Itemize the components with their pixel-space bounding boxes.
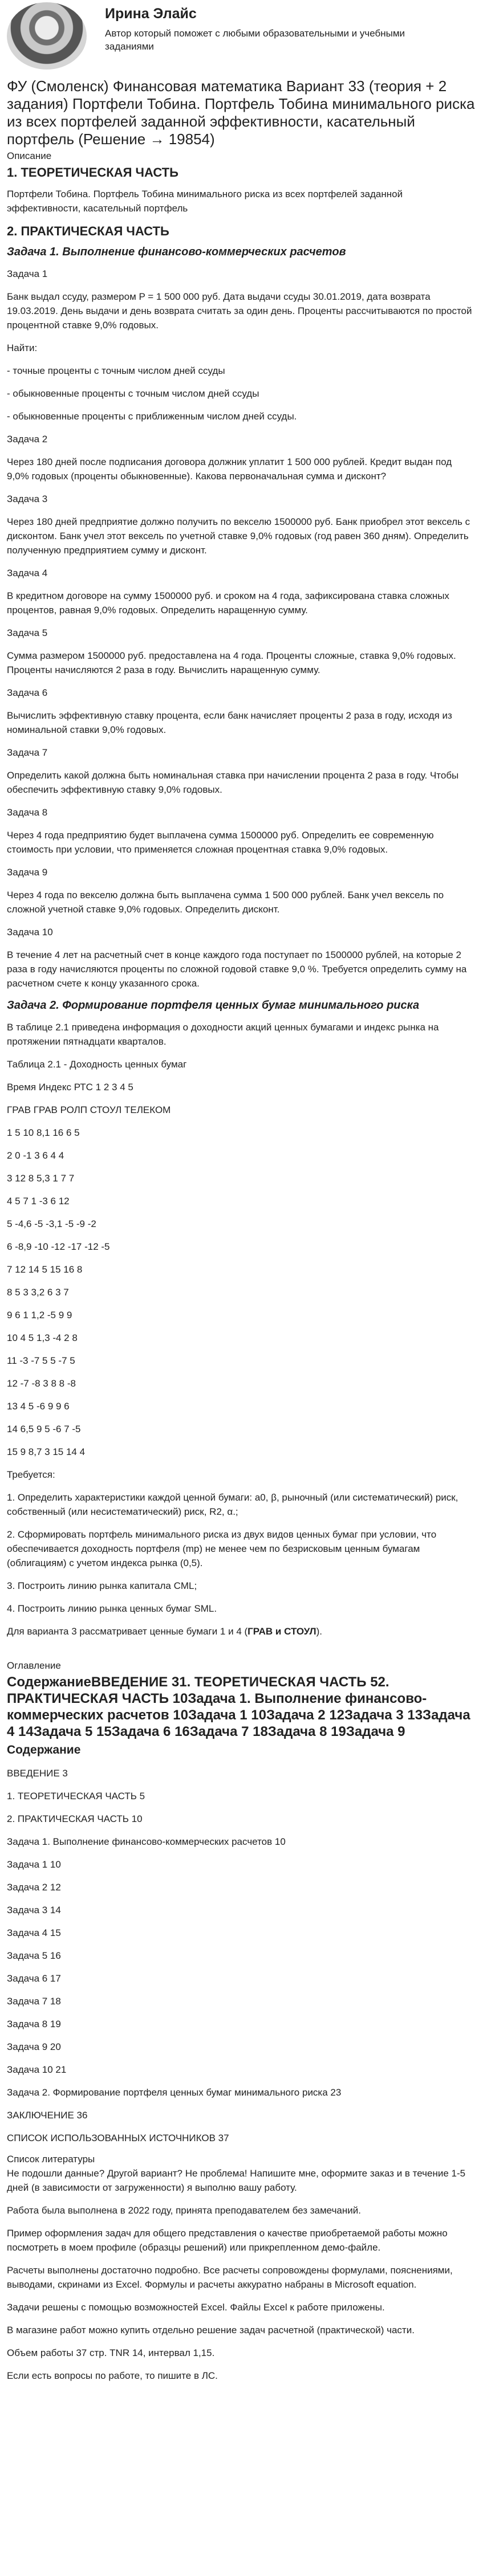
toc-item: 1. ТЕОРЕТИЧЕСКАЯ ЧАСТЬ 5 <box>7 1791 145 1801</box>
table-row: 3 12 8 5,3 1 7 7 <box>7 1173 75 1184</box>
task-title: Задача 2 <box>7 434 48 445</box>
requirements-list <box>7 1490 476 1616</box>
toc-item: 2. ПРАКТИЧЕСКАЯ ЧАСТЬ 10 <box>7 1813 143 1824</box>
task-paragraph: - обыкновенные проценты с точным числом дней ссуды <box>7 388 259 399</box>
literature-label: Список литературы <box>7 2154 95 2165</box>
author-block <box>7 2 476 72</box>
author-name[interactable]: Ирина Элайс <box>105 6 197 22</box>
variant-note <box>7 1624 476 1638</box>
table-row: 4 5 7 1 -3 6 12 <box>7 1196 70 1207</box>
final-paragraph: Задачи решены с помощью возможностей Excel. Файлы Excel к работе приложены. <box>7 2302 385 2313</box>
final-paragraph: Не подошли данные? Другой вариант? Не проблема! Напишите мне, оформите заказ и в течение 1-5 дней (в зависимости от загруженности) я выполню вашу работу. <box>7 2168 466 2193</box>
task-paragraph: - обыкновенные проценты с приближенным числом дней ссуды. <box>7 411 297 422</box>
task-title: Задача 9 <box>7 867 48 878</box>
toc-item: Задача 1 10 <box>7 1859 61 1870</box>
toc-item: ВВЕДЕНИЕ 3 <box>7 1768 68 1779</box>
toc-item: Задача 1. Выполнение финансово-коммерческих расчетов 10 <box>7 1836 286 1847</box>
requirement-item: 3. Построить линию рынка капитала CML; <box>7 1580 197 1591</box>
table-row: 5 -4,6 -5 -3,1 -5 -9 -2 <box>7 1218 96 1229</box>
task-title: Задача 4 <box>7 568 48 578</box>
final-paragraph: Расчеты выполнены достаточно подробно. Все расчеты сопровождены формулами, пояснениями, выводами, скринами из Excel. Формулы и расчеты аккуратно набраны в Microsoft equation. <box>7 2265 453 2290</box>
task-paragraph: Вычислить эффективную ставку процента, если банк начисляет проценты 2 раза в году, исходя из номинальной ставки 9,0% годовых. <box>7 710 452 735</box>
table-row: 6 -8,9 -10 -12 -17 -12 -5 <box>7 1241 110 1252</box>
returns-table-rows <box>7 1126 476 1459</box>
task-paragraph: В кредитном договоре на сумму 1500000 руб. и сроком на 4 года, зафиксирована ставка сложных процентов, равная 9,0% годовых. Определить наращенную сумму. <box>7 590 449 616</box>
task-paragraph: - точные проценты с точным числом дней ссуды <box>7 365 225 376</box>
task-title: Задача 7 <box>7 747 48 758</box>
table-row: 1 5 10 8,1 16 6 5 <box>7 1127 80 1138</box>
task-paragraph: Сумма размером 1500000 руб. предоставлена на 4 года. Проценты сложные, ставка 9,0% годовых. Проценты начисляются 2 раза в году. Вычислить наращенную сумму. <box>7 650 456 675</box>
toc-title: Содержание <box>7 1743 81 1756</box>
final-paragraph: Объем работы 37 стр. TNR 14, интервал 1,15. <box>7 2347 215 2358</box>
final-paragraph: Если есть вопросы по работе, то пишите в ЛС. <box>7 2370 218 2381</box>
task-paragraph: Через 180 дней предприятие должно получить по векселю 1500000 руб. Банк приобрел этот вексель с дисконтом. Банк учел этот вексель по учетной ставке 9,0% годовых (год равен 360 дням). Определить полученную предприятием сумму и дисконт. <box>7 516 470 556</box>
toc-item: Задача 8 19 <box>7 2019 61 2029</box>
task-paragraph: Найти: <box>7 343 38 353</box>
part1-text: Портфели Тобина. Портфель Тобина минимального риска из всех портфелей заданной эффективности, касательный портфель <box>7 189 403 214</box>
task2-intro: В таблице 2.1 приведена информация о доходности акций ценных бумагами и индекс рынка на протяжении пятнадцати кварталов. <box>7 1022 439 1047</box>
toc-item: ЗАКЛЮЧЕНИЕ 36 <box>7 2110 88 2121</box>
toc-item: Задача 2. Формирование портфеля ценных бумаг минимального риска 23 <box>7 2087 342 2098</box>
task-group2-heading: Задача 2. Формирование портфеля ценных бумаг минимального риска <box>7 999 420 1012</box>
task-paragraph: Через 4 года предприятию будет выплачена сумма 1500000 руб. Определить ее современную стоимость при условии, что применяется сложная процентная ставка 9,0% годовых. <box>7 830 434 855</box>
toc-item: Задача 6 17 <box>7 1973 61 1984</box>
table-header-line2: ГРАВ ГРАВ РОЛП СТОУЛ ТЕЛЕКОМ <box>7 1104 171 1115</box>
table-row: 13 4 5 -6 9 9 6 <box>7 1401 70 1412</box>
table-row: 2 0 -1 3 6 4 4 <box>7 1150 64 1161</box>
toc-item: Задача 10 21 <box>7 2064 67 2075</box>
toc-item: СПИСОК ИСПОЛЬЗОВАННЫХ ИСТОЧНИКОВ 37 <box>7 2133 229 2143</box>
final-paragraph: Пример оформления задач для общего представления о качестве приобретаемой работы можно посмотреть в моем профиле (образцы решений) или прикрепленном демо-файле. <box>7 2228 448 2253</box>
toc-list <box>7 1766 476 2145</box>
task-paragraph: Через 180 дней после подписания договора должник уплатит 1 500 000 рублей. Кредит выдан под 9,0% годовых (проценты обыкновенные). Какова первоначальная сумма и дисконт? <box>7 456 452 482</box>
table-caption: Таблица 2.1 - Доходность ценных бумаг <box>7 1059 187 1070</box>
task-title: Задача 5 <box>7 627 48 638</box>
toc-item: Задача 3 14 <box>7 1905 61 1915</box>
table-row: 15 9 8,7 3 15 14 4 <box>7 1446 86 1457</box>
table-row: 8 5 3 3,2 6 3 7 <box>7 1287 69 1298</box>
requirement-item: 1. Определить характеристики каждой ценной бумаги: a0, β, рыночный (или систематический) риск, собственный (или несистематический) риск, R2, α.; <box>7 1492 458 1517</box>
tasks-list <box>7 267 476 991</box>
description-label: Описание <box>7 150 52 161</box>
task-group1-heading: Задача 1. Выполнение финансово-коммерческих расчетов <box>7 246 346 258</box>
task-title: Задача 6 <box>7 687 48 698</box>
task-paragraph: Банк выдал ссуду, размером P = 1 500 000 руб. Дата выдачи ссуды 30.01.2019, дата возврата 19.03.2019. День выдачи и день возврата считать за один день. Проценты рассчитываются по простой процентной ставке 9,0% годовых. <box>7 291 472 331</box>
task-title: Задача 8 <box>7 807 48 818</box>
task-paragraph: Определить какой должна быть номинальная ставка при начислении процента 2 раза в году. Чтобы обеспечить эффективную ставку 9,0% годовых. <box>7 770 459 795</box>
author-info <box>105 2 447 53</box>
table-row: 7 12 14 5 15 16 8 <box>7 1264 83 1275</box>
task-paragraph: В течение 4 лет на расчетный счет в конце каждого года поступает по 1500000 рублей, на которые 2 раза в году начисляются проценты по сложной годовой ставке 9,0 %. Требуется определить сумму на расчетном счете к концу указанного срока. <box>7 949 467 989</box>
variant-note-securities: ГРАВ и СТОУЛ <box>247 1626 316 1637</box>
page-title: ФУ (Смоленск) Финансовая математика Вариант 33 (теория + 2 задания) Портфели Тобина. Портфель Тобина минимального риска из всех портфелей заданной эффективности, касательный портфель (Решение → 19854) <box>7 78 475 148</box>
toc-item: Задача 4 15 <box>7 1927 61 1938</box>
table-row: 9 6 1 1,2 -5 9 9 <box>7 1310 72 1320</box>
author-avatar[interactable] <box>7 2 87 70</box>
final-paragraph: Работа была выполнена в 2022 году, принята преподавателем без замечаний. <box>7 2205 361 2216</box>
requirement-item: 4. Построить линию рынка ценных бумаг SML. <box>7 1603 217 1614</box>
task-title: Задача 1 <box>7 268 48 279</box>
task-title: Задача 3 <box>7 494 48 504</box>
part2-heading: 2. ПРАКТИЧЕСКАЯ ЧАСТЬ <box>7 224 169 238</box>
toc-combined: СодержаниеВВЕДЕНИЕ 31. ТЕОРЕТИЧЕСКАЯ ЧАСТЬ 52. ПРАКТИЧЕСКАЯ ЧАСТЬ 10Задача 1. Выполнение финансово-коммерческих расчетов 10Задача 1 10Задача 2 12Задача 3 13Задача 4 14Задача 5 15Задача 6 16Задача 7 18Задача 8 19Задача 9 <box>7 1674 470 1739</box>
table-row: 14 6,5 9 5 -6 7 -5 <box>7 1424 81 1434</box>
toc-item: Задача 5 16 <box>7 1950 61 1961</box>
toc-item: Задача 9 20 <box>7 2041 61 2052</box>
table-row: 11 -3 -7 5 5 -7 5 <box>7 1355 75 1366</box>
required-label: Требуется: <box>7 1469 55 1480</box>
final-paragraph: В магазине работ можно купить отдельно решение задач расчетной (практической) части. <box>7 2325 415 2335</box>
table-header-line1: Время Индекс РТС 1 2 3 4 5 <box>7 1082 133 1093</box>
toc-label: Оглавление <box>7 1660 61 1671</box>
toc-item: Задача 7 18 <box>7 1996 61 2007</box>
requirement-item: 2. Сформировать портфель минимального риска из двух видов ценных бумаг при условии, что обеспечивается доходность портфеля (mp) не менее чем по безрисковым ценным бумагам (облигациям) с учетом индекса рынка (0,5). <box>7 1529 437 1568</box>
variant-note-suffix: ). <box>316 1626 322 1637</box>
final-notes <box>7 2166 476 2383</box>
variant-note-prefix: Для варианта 3 рассматривает ценные бумаги 1 и 4 ( <box>7 1626 248 1637</box>
toc-item: Задача 2 12 <box>7 1882 61 1893</box>
task-paragraph: Через 4 года по векселю должна быть выплачена сумма 1 500 000 рублей. Банк учел вексель по сложной учетной ставке 9,0% годовых. Определить дисконт. <box>7 890 444 915</box>
task-title: Задача 10 <box>7 927 53 938</box>
table-row: 10 4 5 1,3 -4 2 8 <box>7 1332 78 1343</box>
part1-heading: 1. ТЕОРЕТИЧЕСКАЯ ЧАСТЬ <box>7 165 178 180</box>
table-row: 12 -7 -8 3 8 8 -8 <box>7 1378 76 1389</box>
author-description: Автор который поможет с любыми образовательными и учебными заданиями <box>105 28 405 52</box>
